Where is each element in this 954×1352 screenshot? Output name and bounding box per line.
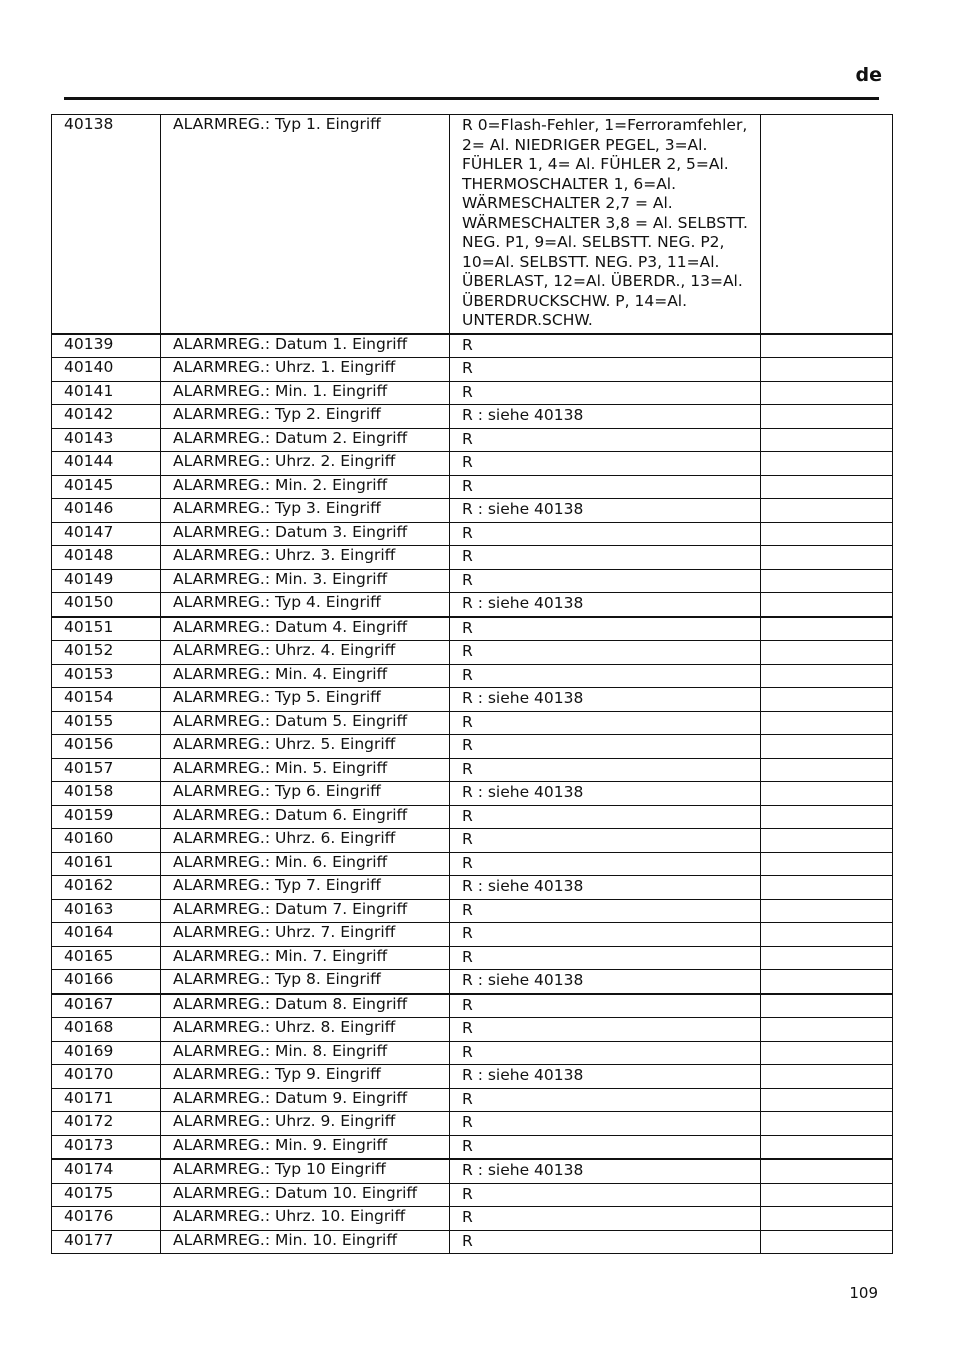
register-name-cell: ALARMREG.: Min. 2. Eingriff <box>161 475 450 499</box>
register-number-cell: 40142 <box>52 405 161 429</box>
register-description-cell: R : siehe 40138 <box>450 688 761 712</box>
register-number-cell: 40156 <box>52 735 161 759</box>
register-name-cell: ALARMREG.: Min. 10. Eingriff <box>161 1230 450 1254</box>
page-number: 109 <box>849 1284 878 1302</box>
register-notes-cell <box>761 475 893 499</box>
register-notes-cell <box>761 452 893 476</box>
register-name-cell: ALARMREG.: Datum 6. Eingriff <box>161 805 450 829</box>
register-number-cell: 40150 <box>52 593 161 617</box>
register-notes-cell <box>761 1088 893 1112</box>
register-description-cell: R <box>450 899 761 923</box>
register-notes-cell <box>761 688 893 712</box>
register-number-cell: 40173 <box>52 1135 161 1159</box>
register-number-cell: 40153 <box>52 664 161 688</box>
register-description-cell: R <box>450 569 761 593</box>
register-name-cell: ALARMREG.: Uhrz. 4. Eingriff <box>161 641 450 665</box>
register-number-cell: 40160 <box>52 829 161 853</box>
register-name-cell: ALARMREG.: Uhrz. 1. Eingriff <box>161 358 450 382</box>
register-name-cell: ALARMREG.: Uhrz. 7. Eingriff <box>161 923 450 947</box>
register-name-cell: ALARMREG.: Typ 2. Eingriff <box>161 405 450 429</box>
register-number-cell: 40169 <box>52 1041 161 1065</box>
register-description-cell: R <box>450 475 761 499</box>
register-name-cell: ALARMREG.: Datum 7. Eingriff <box>161 899 450 923</box>
register-notes-cell <box>761 358 893 382</box>
register-name-cell: ALARMREG.: Typ 5. Eingriff <box>161 688 450 712</box>
register-notes-cell <box>761 876 893 900</box>
table-row <box>52 735 893 759</box>
register-number-cell: 40174 <box>52 1159 161 1183</box>
register-name-cell: ALARMREG.: Min. 6. Eingriff <box>161 852 450 876</box>
register-name-cell: ALARMREG.: Datum 9. Eingriff <box>161 1088 450 1112</box>
register-description-cell: R <box>450 994 761 1018</box>
table-row <box>52 593 893 617</box>
table-row <box>52 758 893 782</box>
register-description-cell: R <box>450 1207 761 1231</box>
register-name-cell: ALARMREG.: Uhrz. 9. Eingriff <box>161 1112 450 1136</box>
register-notes-cell <box>761 334 893 358</box>
register-number-cell: 40145 <box>52 475 161 499</box>
register-number-cell: 40158 <box>52 782 161 806</box>
register-description-cell: R : siehe 40138 <box>450 876 761 900</box>
register-notes-cell <box>761 946 893 970</box>
register-description-cell: R <box>450 758 761 782</box>
register-name-cell: ALARMREG.: Datum 1. Eingriff <box>161 334 450 358</box>
table-row <box>52 805 893 829</box>
register-description-cell: R <box>450 1112 761 1136</box>
register-notes-cell <box>761 546 893 570</box>
register-description-cell: R <box>450 1041 761 1065</box>
table-row <box>52 664 893 688</box>
table-row <box>52 499 893 523</box>
register-description-cell: R : siehe 40138 <box>450 405 761 429</box>
register-description-cell: R <box>450 428 761 452</box>
register-number-cell: 40172 <box>52 1112 161 1136</box>
table-row <box>52 994 893 1018</box>
table-row <box>52 522 893 546</box>
register-name-cell: ALARMREG.: Datum 5. Eingriff <box>161 711 450 735</box>
register-description-cell: R <box>450 805 761 829</box>
register-description-cell: R <box>450 829 761 853</box>
table-row <box>52 876 893 900</box>
table-row <box>52 1135 893 1159</box>
register-notes-cell <box>761 1230 893 1254</box>
register-name-cell: ALARMREG.: Min. 7. Eingriff <box>161 946 450 970</box>
register-notes-cell <box>761 923 893 947</box>
table-row <box>52 617 893 641</box>
register-notes-cell <box>761 970 893 994</box>
register-description-cell: R <box>450 1088 761 1112</box>
register-name-cell: ALARMREG.: Typ 1. Eingriff <box>161 115 450 334</box>
register-number-cell: 40143 <box>52 428 161 452</box>
register-description-cell: R <box>450 1018 761 1042</box>
register-number-cell: 40161 <box>52 852 161 876</box>
register-name-cell: ALARMREG.: Uhrz. 5. Eingriff <box>161 735 450 759</box>
register-number-cell: 40177 <box>52 1230 161 1254</box>
register-description-cell: R <box>450 852 761 876</box>
table-row <box>52 946 893 970</box>
table-row <box>52 569 893 593</box>
register-name-cell: ALARMREG.: Typ 8. Eingriff <box>161 970 450 994</box>
register-name-cell: ALARMREG.: Datum 4. Eingriff <box>161 617 450 641</box>
register-name-cell: ALARMREG.: Min. 1. Eingriff <box>161 381 450 405</box>
table-row <box>52 1112 893 1136</box>
table-row <box>52 358 893 382</box>
register-table-body <box>52 115 893 1254</box>
register-notes-cell <box>761 1112 893 1136</box>
register-description-cell: R : siehe 40138 <box>450 499 761 523</box>
table-row <box>52 334 893 358</box>
table-row <box>52 688 893 712</box>
register-description-cell: R : siehe 40138 <box>450 782 761 806</box>
register-number-cell: 40152 <box>52 641 161 665</box>
register-notes-cell <box>761 1018 893 1042</box>
register-number-cell: 40164 <box>52 923 161 947</box>
register-name-cell: ALARMREG.: Typ 9. Eingriff <box>161 1065 450 1089</box>
register-number-cell: 40157 <box>52 758 161 782</box>
table-row <box>52 1041 893 1065</box>
register-description-cell: R : siehe 40138 <box>450 593 761 617</box>
register-number-cell: 40167 <box>52 994 161 1018</box>
register-notes-cell <box>761 852 893 876</box>
register-name-cell: ALARMREG.: Datum 2. Eingriff <box>161 428 450 452</box>
register-description-cell: R <box>450 641 761 665</box>
register-number-cell: 40162 <box>52 876 161 900</box>
register-number-cell: 40163 <box>52 899 161 923</box>
register-notes-cell <box>761 1159 893 1183</box>
register-name-cell: ALARMREG.: Datum 3. Eingriff <box>161 522 450 546</box>
register-notes-cell <box>761 711 893 735</box>
register-notes-cell <box>761 829 893 853</box>
table-row <box>52 475 893 499</box>
table-row <box>52 899 893 923</box>
register-number-cell: 40151 <box>52 617 161 641</box>
register-number-cell: 40165 <box>52 946 161 970</box>
table-row <box>52 923 893 947</box>
register-number-cell: 40154 <box>52 688 161 712</box>
table-row <box>52 852 893 876</box>
register-description-cell: R <box>450 617 761 641</box>
register-number-cell: 40159 <box>52 805 161 829</box>
register-name-cell: ALARMREG.: Min. 3. Eingriff <box>161 569 450 593</box>
table-row <box>52 641 893 665</box>
register-number-cell: 40139 <box>52 334 161 358</box>
register-name-cell: ALARMREG.: Min. 5. Eingriff <box>161 758 450 782</box>
register-notes-cell <box>761 664 893 688</box>
table-row <box>52 115 893 334</box>
register-notes-cell <box>761 1065 893 1089</box>
register-name-cell: ALARMREG.: Datum 8. Eingriff <box>161 994 450 1018</box>
register-number-cell: 40138 <box>52 115 161 334</box>
register-name-cell: ALARMREG.: Uhrz. 3. Eingriff <box>161 546 450 570</box>
table-row <box>52 829 893 853</box>
table-row <box>52 1183 893 1207</box>
table-row <box>52 546 893 570</box>
register-number-cell: 40166 <box>52 970 161 994</box>
register-description-cell: R : siehe 40138 <box>450 970 761 994</box>
register-description-cell: R <box>450 522 761 546</box>
register-notes-cell <box>761 994 893 1018</box>
table-row <box>52 1207 893 1231</box>
table-row <box>52 1230 893 1254</box>
register-description-cell: R <box>450 664 761 688</box>
register-notes-cell <box>761 1135 893 1159</box>
register-description-cell: R 0=Flash-Fehler, 1=Ferroramfehler, 2= Al. NIEDRIGER PEGEL, 3=Al. FÜHLER 1, 4= Al. FÜHLER 2, 5=Al. THERMOSCHALTER 1, 6=Al. WÄRMESCHALTER 2,7 = Al. WÄRMESCHALTER 3,8 = Al. SELBSTT. NEG. P1, 9=Al. SELBSTT. NEG. P2, 10=Al. SELBSTT. NEG. P3, 11=Al. ÜBERLAST, 12=Al. ÜBERDR., 13=Al. ÜBERDRUCKSCHW. P, 14=Al. UNTERDR.SCHW. <box>450 115 761 334</box>
register-notes-cell <box>761 805 893 829</box>
table-row <box>52 381 893 405</box>
register-name-cell: ALARMREG.: Typ 6. Eingriff <box>161 782 450 806</box>
register-description-cell: R <box>450 735 761 759</box>
table-row <box>52 970 893 994</box>
table-row <box>52 428 893 452</box>
register-notes-cell <box>761 899 893 923</box>
table-row <box>52 782 893 806</box>
register-name-cell: ALARMREG.: Uhrz. 8. Eingriff <box>161 1018 450 1042</box>
register-number-cell: 40146 <box>52 499 161 523</box>
register-description-cell: R <box>450 946 761 970</box>
register-number-cell: 40171 <box>52 1088 161 1112</box>
register-number-cell: 40175 <box>52 1183 161 1207</box>
register-notes-cell <box>761 617 893 641</box>
register-description-cell: R : siehe 40138 <box>450 1065 761 1089</box>
register-description-cell: R <box>450 1230 761 1254</box>
register-notes-cell <box>761 1041 893 1065</box>
register-number-cell: 40176 <box>52 1207 161 1231</box>
table-row <box>52 1159 893 1183</box>
header-rule <box>64 97 879 100</box>
table-row <box>52 1018 893 1042</box>
register-name-cell: ALARMREG.: Typ 7. Eingriff <box>161 876 450 900</box>
register-description-cell: R <box>450 334 761 358</box>
table-row <box>52 711 893 735</box>
register-notes-cell <box>761 1183 893 1207</box>
register-description-cell: R <box>450 711 761 735</box>
register-notes-cell <box>761 522 893 546</box>
register-name-cell: ALARMREG.: Uhrz. 6. Eingriff <box>161 829 450 853</box>
register-notes-cell <box>761 1207 893 1231</box>
register-notes-cell <box>761 735 893 759</box>
register-name-cell: ALARMREG.: Min. 4. Eingriff <box>161 664 450 688</box>
register-number-cell: 40168 <box>52 1018 161 1042</box>
register-notes-cell <box>761 428 893 452</box>
register-name-cell: ALARMREG.: Min. 8. Eingriff <box>161 1041 450 1065</box>
register-name-cell: ALARMREG.: Min. 9. Eingriff <box>161 1135 450 1159</box>
register-description-cell: R <box>450 452 761 476</box>
register-number-cell: 40148 <box>52 546 161 570</box>
register-description-cell: R <box>450 358 761 382</box>
register-description-cell: R : siehe 40138 <box>450 1159 761 1183</box>
register-notes-cell <box>761 115 893 334</box>
table-row <box>52 1065 893 1089</box>
register-name-cell: ALARMREG.: Typ 4. Eingriff <box>161 593 450 617</box>
register-notes-cell <box>761 381 893 405</box>
register-number-cell: 40147 <box>52 522 161 546</box>
register-number-cell: 40141 <box>52 381 161 405</box>
register-notes-cell <box>761 499 893 523</box>
register-notes-cell <box>761 569 893 593</box>
register-notes-cell <box>761 593 893 617</box>
register-name-cell: ALARMREG.: Uhrz. 2. Eingriff <box>161 452 450 476</box>
register-notes-cell <box>761 405 893 429</box>
register-description-cell: R <box>450 923 761 947</box>
register-number-cell: 40144 <box>52 452 161 476</box>
register-notes-cell <box>761 782 893 806</box>
register-number-cell: 40149 <box>52 569 161 593</box>
register-description-cell: R <box>450 1135 761 1159</box>
register-table <box>51 114 893 1254</box>
register-description-cell: R <box>450 546 761 570</box>
register-notes-cell <box>761 758 893 782</box>
register-number-cell: 40155 <box>52 711 161 735</box>
register-name-cell: ALARMREG.: Typ 10 Eingriff <box>161 1159 450 1183</box>
table-row <box>52 1088 893 1112</box>
table-row <box>52 452 893 476</box>
register-notes-cell <box>761 641 893 665</box>
register-description-cell: R <box>450 381 761 405</box>
register-name-cell: ALARMREG.: Uhrz. 10. Eingriff <box>161 1207 450 1231</box>
table-row <box>52 405 893 429</box>
register-name-cell: ALARMREG.: Typ 3. Eingriff <box>161 499 450 523</box>
register-number-cell: 40170 <box>52 1065 161 1089</box>
register-name-cell: ALARMREG.: Datum 10. Eingriff <box>161 1183 450 1207</box>
register-description-cell: R <box>450 1183 761 1207</box>
language-tag: de <box>855 64 882 86</box>
register-number-cell: 40140 <box>52 358 161 382</box>
